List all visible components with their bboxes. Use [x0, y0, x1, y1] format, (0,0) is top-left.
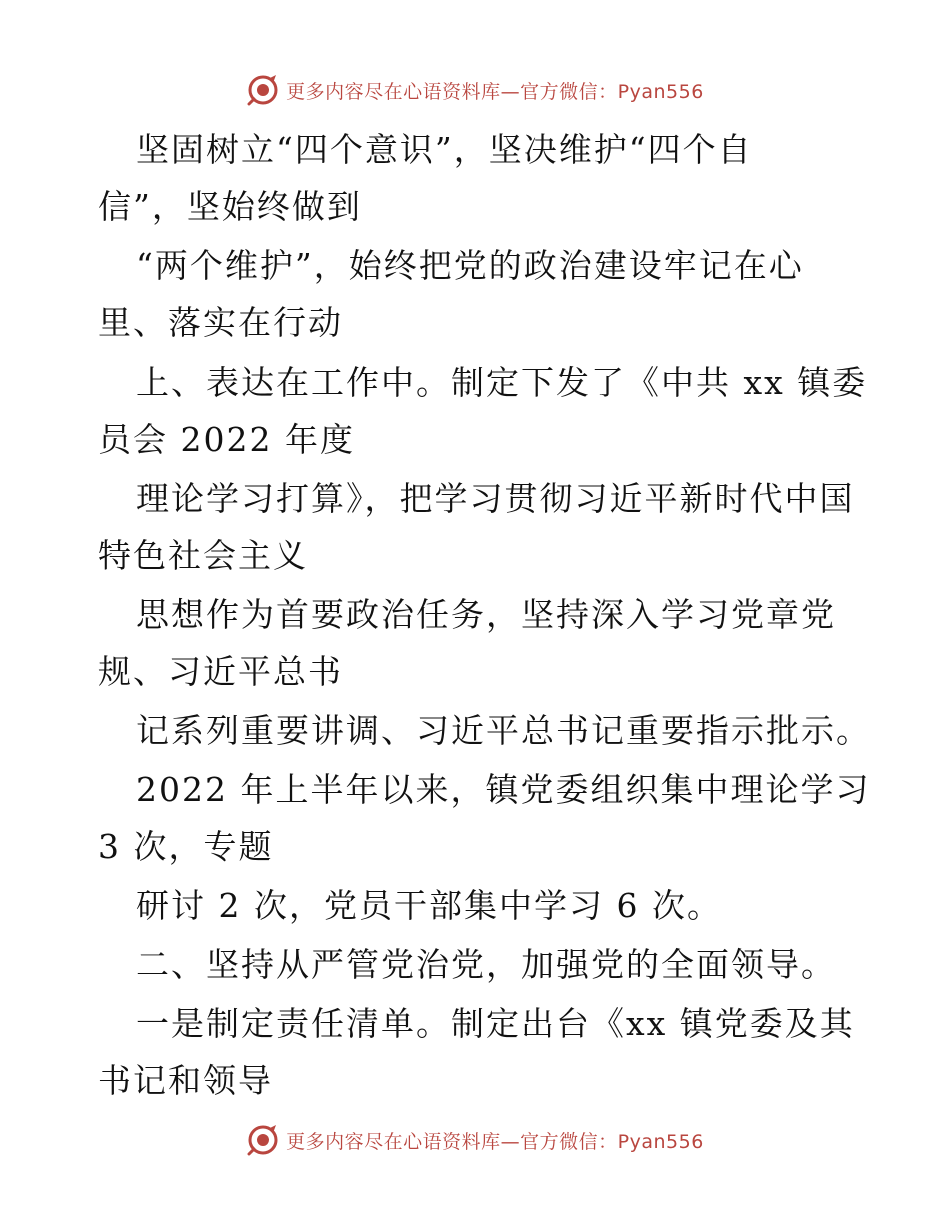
text-line: 坚固树立“四个意识”，坚决维护“四个自 [136, 130, 753, 169]
text-line: 上、表达在工作中。制定下发了《中共 xx 镇委 [136, 363, 868, 402]
text-line: 员会 2022 年度 [98, 420, 355, 459]
text-line: 理论学习打算》，把学习贯彻习近平新时代中国 [136, 479, 855, 518]
text-line: “两个维护”，始终把党的政治建设牢记在心 [136, 246, 804, 285]
watermark-text: 更多内容尽在心语资料库—官方微信：Pyan556 [286, 80, 704, 103]
text-line: 3 次，专题 [98, 827, 274, 866]
text-line: 研讨 2 次，党员干部集中学习 6 次。 [136, 886, 722, 925]
text-line: 记系列重要讲调、习近平总书记重要指示批示。 [136, 711, 871, 750]
text-line: 思想作为首要政治任务，坚持深入学习党章党 [136, 595, 836, 634]
text-line: 里、落实在行动 [98, 303, 343, 342]
text-line: 规、习近平总书 [98, 652, 343, 691]
text-line: 2022 年上半年以来，镇党委组织集中理论学习 [136, 770, 871, 809]
red-seal-logo-icon [246, 1123, 280, 1157]
text-line: 一是制定责任清单。制定出台《xx 镇党委及其 [136, 1004, 855, 1043]
text-line: 特色社会主义 [98, 536, 308, 575]
header-watermark [0, 70, 950, 110]
text-line: 二、坚持从严管党治党，加强党的全面领导。 [136, 945, 836, 984]
document-body [0, 118, 950, 1118]
watermark-text: 更多内容尽在心语资料库—官方微信：Pyan556 [286, 1130, 704, 1153]
red-seal-logo-icon [246, 73, 280, 107]
text-line: 书记和领导 [98, 1061, 273, 1100]
footer-watermark [0, 1120, 950, 1160]
text-line: 信”，坚始终做到 [98, 187, 362, 226]
